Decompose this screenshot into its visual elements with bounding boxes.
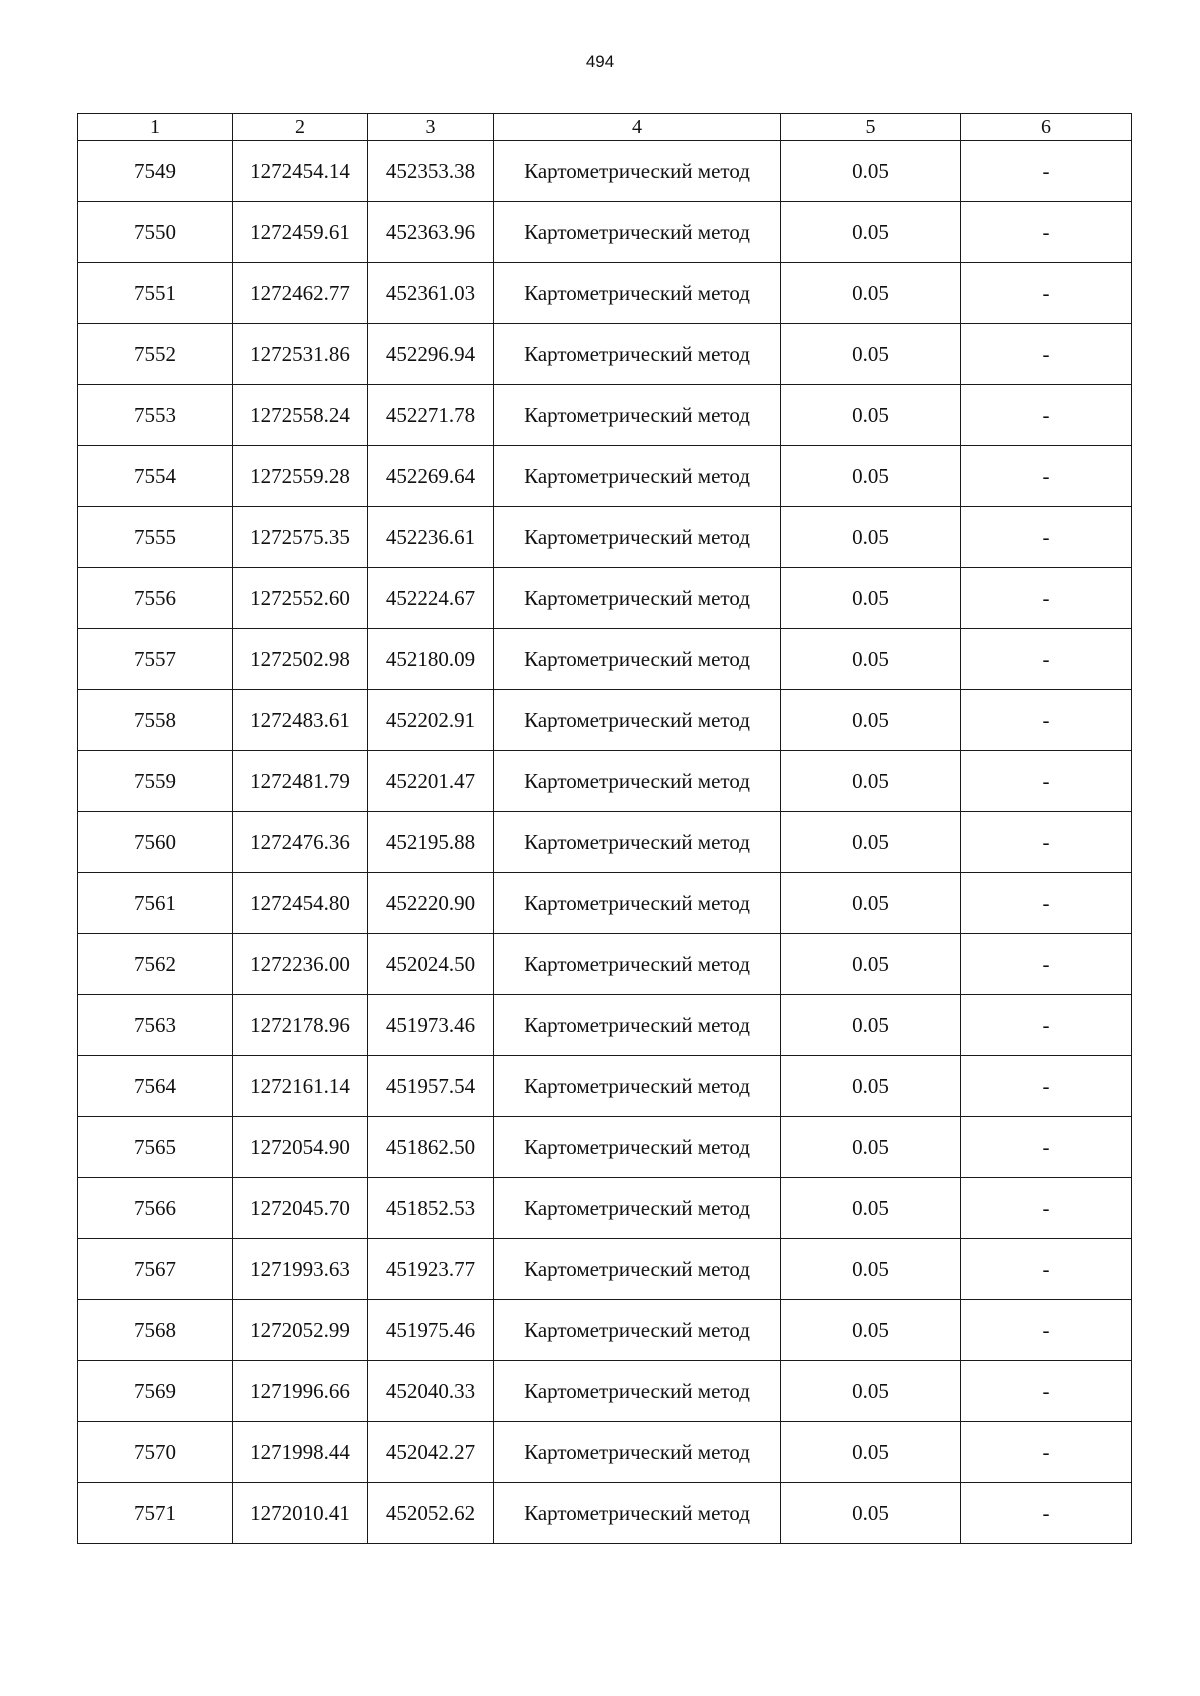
accuracy-cell: 0.05 (781, 1117, 961, 1178)
y-coordinate-cell: 452236.61 (368, 507, 494, 568)
table-row (78, 446, 1132, 507)
table-row (78, 934, 1132, 995)
note-cell: - (961, 385, 1132, 446)
x-coordinate-cell: 1272236.00 (233, 934, 368, 995)
point-number-cell: 7550 (78, 202, 233, 263)
page-number: 494 (585, 52, 615, 71)
y-coordinate-cell: 451975.46 (368, 1300, 494, 1361)
x-coordinate-cell: 1272052.99 (233, 1300, 368, 1361)
note-cell: - (961, 934, 1132, 995)
method-cell: Картометрический метод (494, 934, 781, 995)
table-row (78, 202, 1132, 263)
x-coordinate-cell: 1272483.61 (233, 690, 368, 751)
accuracy-cell: 0.05 (781, 873, 961, 934)
x-coordinate-cell: 1271998.44 (233, 1422, 368, 1483)
note-cell: - (961, 507, 1132, 568)
method-cell: Картометрический метод (494, 751, 781, 812)
note-cell: - (961, 1300, 1132, 1361)
note-cell: - (961, 1117, 1132, 1178)
x-coordinate-cell: 1272558.24 (233, 385, 368, 446)
x-coordinate-cell: 1272575.35 (233, 507, 368, 568)
point-number-cell: 7567 (78, 1239, 233, 1300)
table-row (78, 995, 1132, 1056)
note-cell: - (961, 1056, 1132, 1117)
point-number-cell: 7558 (78, 690, 233, 751)
point-number-cell: 7562 (78, 934, 233, 995)
accuracy-cell: 0.05 (781, 385, 961, 446)
point-number-cell: 7564 (78, 1056, 233, 1117)
accuracy-cell: 0.05 (781, 1422, 961, 1483)
x-coordinate-cell: 1272476.36 (233, 812, 368, 873)
y-coordinate-cell: 452042.27 (368, 1422, 494, 1483)
table-row (78, 629, 1132, 690)
y-coordinate-cell: 452363.96 (368, 202, 494, 263)
header-row (78, 114, 1132, 141)
coordinates-table (77, 113, 1132, 1544)
method-cell: Картометрический метод (494, 1361, 781, 1422)
note-cell: - (961, 324, 1132, 385)
table-row (78, 568, 1132, 629)
column-header-3: 3 (368, 114, 494, 141)
table-row (78, 1483, 1132, 1544)
method-cell: Картометрический метод (494, 873, 781, 934)
table-row (78, 507, 1132, 568)
point-number-cell: 7568 (78, 1300, 233, 1361)
x-coordinate-cell: 1272161.14 (233, 1056, 368, 1117)
point-number-cell: 7569 (78, 1361, 233, 1422)
table-header (78, 114, 1132, 141)
column-header-6: 6 (961, 114, 1132, 141)
column-header-5: 5 (781, 114, 961, 141)
note-cell: - (961, 263, 1132, 324)
note-cell: - (961, 629, 1132, 690)
accuracy-cell: 0.05 (781, 202, 961, 263)
table-row (78, 1300, 1132, 1361)
point-number-cell: 7563 (78, 995, 233, 1056)
method-cell: Картометрический метод (494, 1239, 781, 1300)
x-coordinate-cell: 1272178.96 (233, 995, 368, 1056)
table-body (78, 141, 1132, 1544)
accuracy-cell: 0.05 (781, 1361, 961, 1422)
method-cell: Картометрический метод (494, 202, 781, 263)
point-number-cell: 7554 (78, 446, 233, 507)
x-coordinate-cell: 1272010.41 (233, 1483, 368, 1544)
y-coordinate-cell: 452180.09 (368, 629, 494, 690)
point-number-cell: 7552 (78, 324, 233, 385)
x-coordinate-cell: 1272454.80 (233, 873, 368, 934)
table-row (78, 812, 1132, 873)
x-coordinate-cell: 1272454.14 (233, 141, 368, 202)
column-header-2: 2 (233, 114, 368, 141)
method-cell: Картометрический метод (494, 1117, 781, 1178)
y-coordinate-cell: 451852.53 (368, 1178, 494, 1239)
method-cell: Картометрический метод (494, 385, 781, 446)
x-coordinate-cell: 1272045.70 (233, 1178, 368, 1239)
note-cell: - (961, 141, 1132, 202)
x-coordinate-cell: 1272054.90 (233, 1117, 368, 1178)
method-cell: Картометрический метод (494, 568, 781, 629)
note-cell: - (961, 1483, 1132, 1544)
note-cell: - (961, 202, 1132, 263)
accuracy-cell: 0.05 (781, 934, 961, 995)
accuracy-cell: 0.05 (781, 995, 961, 1056)
method-cell: Картометрический метод (494, 1300, 781, 1361)
accuracy-cell: 0.05 (781, 812, 961, 873)
note-cell: - (961, 690, 1132, 751)
table-row (78, 141, 1132, 202)
table-row (78, 1361, 1132, 1422)
accuracy-cell: 0.05 (781, 141, 961, 202)
method-cell: Картометрический метод (494, 263, 781, 324)
point-number-cell: 7570 (78, 1422, 233, 1483)
table-row (78, 385, 1132, 446)
accuracy-cell: 0.05 (781, 1239, 961, 1300)
method-cell: Картометрический метод (494, 141, 781, 202)
table-row (78, 751, 1132, 812)
method-cell: Картометрический метод (494, 1483, 781, 1544)
x-coordinate-cell: 1271993.63 (233, 1239, 368, 1300)
point-number-cell: 7555 (78, 507, 233, 568)
point-number-cell: 7566 (78, 1178, 233, 1239)
x-coordinate-cell: 1271996.66 (233, 1361, 368, 1422)
accuracy-cell: 0.05 (781, 690, 961, 751)
x-coordinate-cell: 1272481.79 (233, 751, 368, 812)
accuracy-cell: 0.05 (781, 568, 961, 629)
table-row (78, 690, 1132, 751)
accuracy-cell: 0.05 (781, 263, 961, 324)
y-coordinate-cell: 452202.91 (368, 690, 494, 751)
method-cell: Картометрический метод (494, 629, 781, 690)
y-coordinate-cell: 452052.62 (368, 1483, 494, 1544)
table-row (78, 1239, 1132, 1300)
note-cell: - (961, 812, 1132, 873)
table-row (78, 1178, 1132, 1239)
point-number-cell: 7551 (78, 263, 233, 324)
table-row (78, 324, 1132, 385)
note-cell: - (961, 446, 1132, 507)
note-cell: - (961, 751, 1132, 812)
point-number-cell: 7565 (78, 1117, 233, 1178)
note-cell: - (961, 1422, 1132, 1483)
table-row (78, 1422, 1132, 1483)
y-coordinate-cell: 452353.38 (368, 141, 494, 202)
accuracy-cell: 0.05 (781, 507, 961, 568)
point-number-cell: 7560 (78, 812, 233, 873)
method-cell: Картометрический метод (494, 1422, 781, 1483)
y-coordinate-cell: 452040.33 (368, 1361, 494, 1422)
x-coordinate-cell: 1272462.77 (233, 263, 368, 324)
method-cell: Картометрический метод (494, 812, 781, 873)
point-number-cell: 7559 (78, 751, 233, 812)
accuracy-cell: 0.05 (781, 629, 961, 690)
table-row (78, 1056, 1132, 1117)
y-coordinate-cell: 452296.94 (368, 324, 494, 385)
column-header-4: 4 (494, 114, 781, 141)
y-coordinate-cell: 452195.88 (368, 812, 494, 873)
point-number-cell: 7556 (78, 568, 233, 629)
method-cell: Картометрический метод (494, 507, 781, 568)
method-cell: Картометрический метод (494, 324, 781, 385)
y-coordinate-cell: 452024.50 (368, 934, 494, 995)
accuracy-cell: 0.05 (781, 446, 961, 507)
x-coordinate-cell: 1272459.61 (233, 202, 368, 263)
accuracy-cell: 0.05 (781, 751, 961, 812)
note-cell: - (961, 568, 1132, 629)
point-number-cell: 7549 (78, 141, 233, 202)
method-cell: Картометрический метод (494, 995, 781, 1056)
y-coordinate-cell: 452224.67 (368, 568, 494, 629)
accuracy-cell: 0.05 (781, 1300, 961, 1361)
method-cell: Картометрический метод (494, 690, 781, 751)
note-cell: - (961, 1239, 1132, 1300)
method-cell: Картометрический метод (494, 1056, 781, 1117)
table-row (78, 873, 1132, 934)
note-cell: - (961, 873, 1132, 934)
column-header-1: 1 (78, 114, 233, 141)
y-coordinate-cell: 451923.77 (368, 1239, 494, 1300)
point-number-cell: 7561 (78, 873, 233, 934)
x-coordinate-cell: 1272502.98 (233, 629, 368, 690)
y-coordinate-cell: 452361.03 (368, 263, 494, 324)
table-row (78, 263, 1132, 324)
point-number-cell: 7571 (78, 1483, 233, 1544)
y-coordinate-cell: 452220.90 (368, 873, 494, 934)
table-row (78, 1117, 1132, 1178)
x-coordinate-cell: 1272552.60 (233, 568, 368, 629)
x-coordinate-cell: 1272531.86 (233, 324, 368, 385)
y-coordinate-cell: 451862.50 (368, 1117, 494, 1178)
accuracy-cell: 0.05 (781, 1178, 961, 1239)
y-coordinate-cell: 451973.46 (368, 995, 494, 1056)
note-cell: - (961, 995, 1132, 1056)
y-coordinate-cell: 452201.47 (368, 751, 494, 812)
note-cell: - (961, 1361, 1132, 1422)
note-cell: - (961, 1178, 1132, 1239)
accuracy-cell: 0.05 (781, 1056, 961, 1117)
accuracy-cell: 0.05 (781, 324, 961, 385)
y-coordinate-cell: 451957.54 (368, 1056, 494, 1117)
y-coordinate-cell: 452271.78 (368, 385, 494, 446)
y-coordinate-cell: 452269.64 (368, 446, 494, 507)
point-number-cell: 7557 (78, 629, 233, 690)
point-number-cell: 7553 (78, 385, 233, 446)
x-coordinate-cell: 1272559.28 (233, 446, 368, 507)
method-cell: Картометрический метод (494, 1178, 781, 1239)
method-cell: Картометрический метод (494, 446, 781, 507)
accuracy-cell: 0.05 (781, 1483, 961, 1544)
